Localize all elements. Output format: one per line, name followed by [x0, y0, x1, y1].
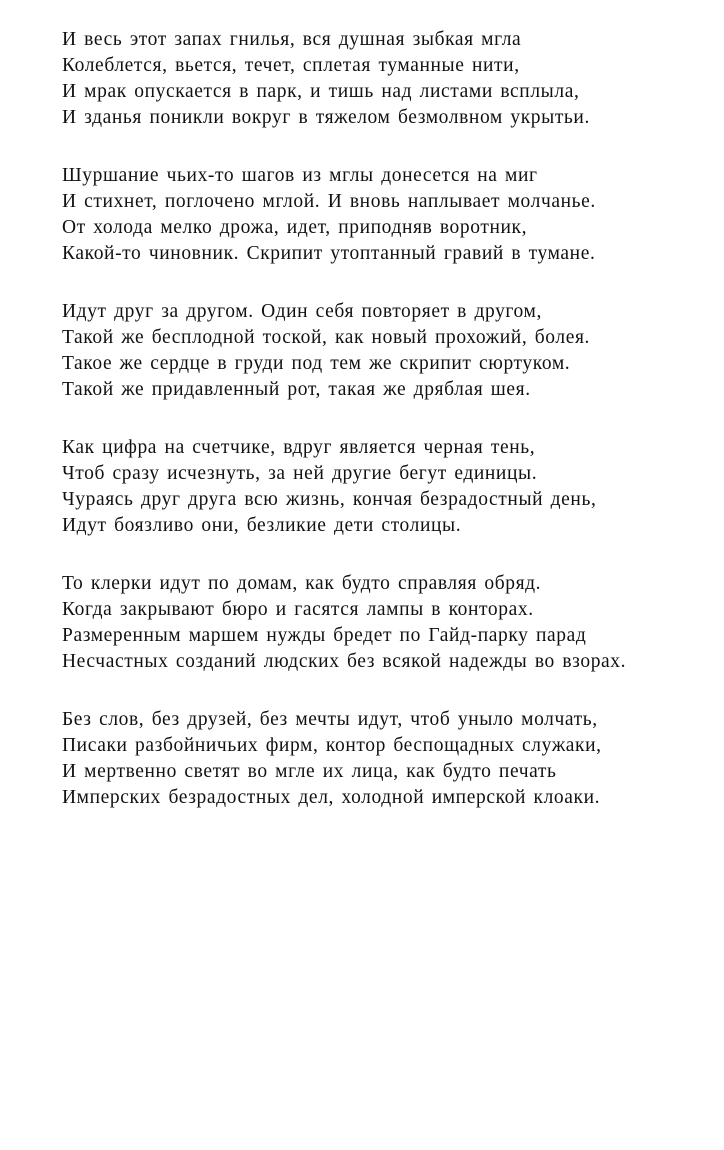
stanza-3 [62, 299, 682, 403]
poem-line: Как цифра на счетчике, вдруг является черная тень, [62, 437, 536, 458]
poem-line: И мрак опускается в парк, и тишь над листами всплыла, [62, 81, 580, 102]
poem-line: Писаки разбойничьих фирм, контор беспощадных служаки, [62, 735, 602, 756]
poem-text [62, 27, 682, 843]
poem-line: Чтоб сразу исчезнуть, за ней другие бегут единицы. [62, 463, 538, 484]
poem-line: Имперских безрадостных дел, холодной имперской клоаки. [62, 787, 601, 808]
poem-line: И стихнет, поглочено мглой. И вновь наплывает молчанье. [62, 191, 596, 212]
poem-line: От холода мелко дрожа, идет, приподняв воротник, [62, 217, 528, 238]
poem-line: Шуршание чьих-то шагов из мглы донесется на миг [62, 165, 538, 186]
stanza-4 [62, 435, 682, 539]
stanza-2 [62, 163, 682, 267]
poem-line: Чураясь друг друга всю жизнь, кончая безрадостный день, [62, 489, 597, 510]
poem-line: Такой же придавленный рот, такая же дряблая шея. [62, 379, 531, 400]
poem-line: И зданья поникли вокруг в тяжелом безмолвном укрытьи. [62, 107, 590, 128]
poem-line: И весь этот запах гнилья, вся душная зыбкая мгла [62, 29, 522, 50]
poem-line: Размеренным маршем нужды бредет по Гайд-парку парад [62, 625, 587, 646]
stanza-6 [62, 707, 682, 811]
poem-line: Такой же бесплодной тоской, как новый прохожий, болея. [62, 327, 591, 348]
poem-line: Без слов, без друзей, без мечты идут, чтоб уныло молчать, [62, 709, 598, 730]
poem-line: Идут друг за другом. Один себя повторяет в другом, [62, 301, 542, 322]
poem-line: Когда закрывают бюро и гасятся лампы в конторах. [62, 599, 534, 620]
poem-line: Колеблется, вьется, течет, сплетая туманные нити, [62, 55, 520, 76]
poem-line: И мертвенно светят во мгле их лица, как будто печать [62, 761, 557, 782]
stanza-1 [62, 27, 682, 131]
poem-line: То клерки идут по домам, как будто справляя обряд. [62, 573, 542, 594]
poem-line: Какой-то чиновник. Скрипит утоптанный гравий в тумане. [62, 243, 596, 264]
stanza-5 [62, 571, 682, 675]
poem-line: Такое же сердце в груди под тем же скрипит сюртуком. [62, 353, 571, 374]
poem-line: Несчастных созданий людских без всякой надежды во взорах. [62, 651, 627, 672]
poem-line: Идут боязливо они, безликие дети столицы. [62, 515, 462, 536]
